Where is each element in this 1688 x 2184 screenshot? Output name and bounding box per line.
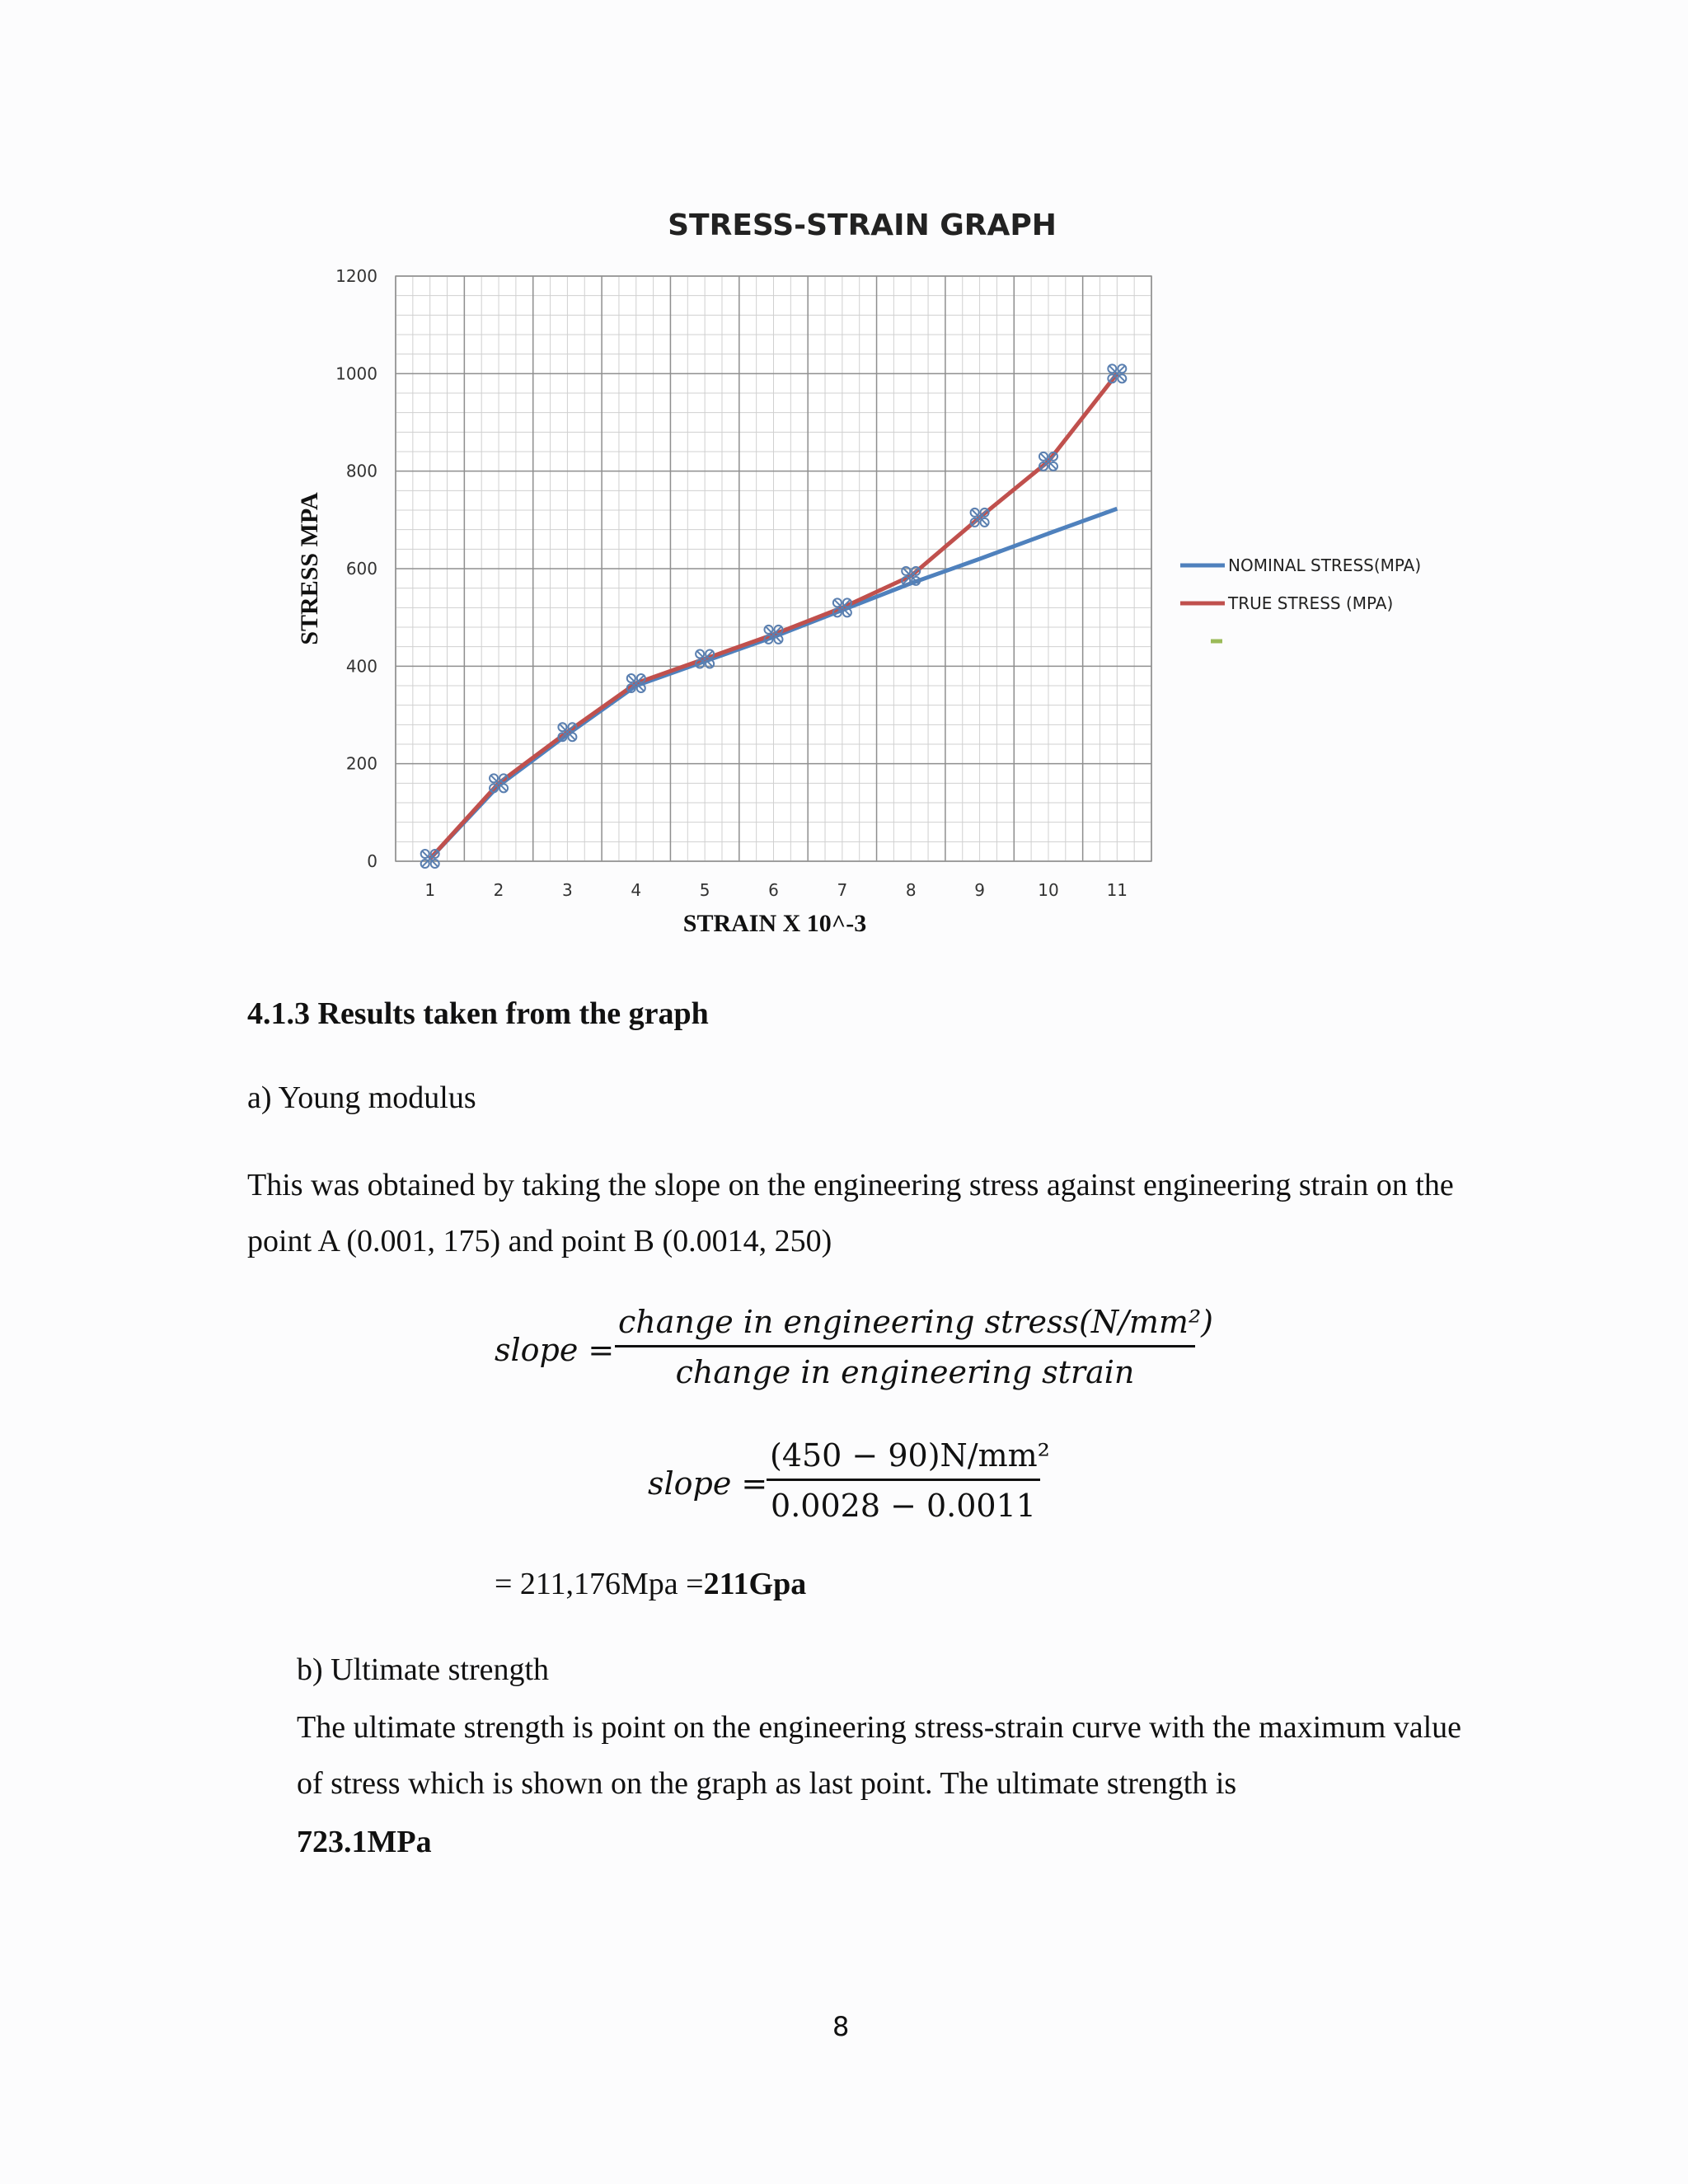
x-tick-label: 1 bbox=[424, 880, 436, 900]
x-tick-label: 5 bbox=[699, 880, 710, 900]
x-tick-label: 10 bbox=[1038, 880, 1059, 900]
equation-2-numerator: (450 − 90)N/mm² bbox=[767, 1437, 1040, 1481]
equation-2-fraction bbox=[767, 1437, 1050, 1524]
y-tick-label: 1000 bbox=[335, 363, 377, 384]
result-prefix: = 211,176Mpa = bbox=[495, 1567, 704, 1601]
young-modulus-paragraph: This was obtained by taking the slope on the engineering stress against engineering strain on the point A (0.001, 175) and point B (0.0014, 250) bbox=[247, 1168, 1454, 1258]
result-line bbox=[495, 1566, 806, 1604]
legend-label: TRUE STRESS (MPA) bbox=[1228, 593, 1394, 613]
equation-1-lhs: slope = bbox=[495, 1332, 615, 1368]
ultimate-strength-value: 723.1MPa bbox=[297, 1825, 432, 1859]
equation-2-denominator: 0.0028 − 0.0011 bbox=[771, 1488, 1036, 1524]
ultimate-strength-paragraph: The ultimate strength is point on the engineering stress-strain curve with the maximum value of stress which is shown on the graph as last point. The ultimate strength is bbox=[297, 1710, 1462, 1801]
equation-1-fraction bbox=[615, 1304, 1213, 1390]
section-heading: 4.1.3 Results taken from the graph bbox=[247, 996, 709, 1031]
stress-strain-chart bbox=[280, 198, 1451, 956]
y-tick-labels bbox=[335, 266, 377, 871]
x-tick-label: 4 bbox=[631, 880, 642, 900]
y-tick-label: 800 bbox=[345, 461, 377, 481]
x-tick-label: 7 bbox=[837, 880, 848, 900]
chart-legend bbox=[1180, 555, 1421, 641]
x-tick-label: 6 bbox=[768, 880, 779, 900]
equation-1-numerator: change in engineering stress(N/mm²) bbox=[615, 1304, 1195, 1347]
x-axis-title: STRAIN X 10^-3 bbox=[682, 910, 867, 937]
x-tick-label: 11 bbox=[1106, 880, 1128, 900]
x-tick-label: 8 bbox=[905, 880, 917, 900]
young-modulus-label: a) Young modulus bbox=[247, 1080, 476, 1115]
chart-title: STRESS-STRAIN GRAPH bbox=[668, 209, 1057, 242]
equation-2-lhs: slope = bbox=[648, 1465, 768, 1502]
x-tick-labels bbox=[424, 880, 1128, 900]
y-tick-label: 600 bbox=[345, 559, 377, 579]
page-number: 8 bbox=[832, 2011, 850, 2042]
y-tick-label: 200 bbox=[345, 753, 377, 774]
ultimate-strength-label: b) Ultimate strength bbox=[297, 1652, 550, 1687]
y-axis-title: STRESS MPA bbox=[296, 492, 323, 645]
x-tick-label: 2 bbox=[493, 880, 504, 900]
result-value: 211Gpa bbox=[703, 1567, 807, 1601]
y-tick-label: 400 bbox=[345, 656, 377, 677]
y-tick-label: 1200 bbox=[335, 266, 377, 286]
x-tick-label: 9 bbox=[974, 880, 985, 900]
x-tick-label: 3 bbox=[562, 880, 573, 900]
y-tick-label: 0 bbox=[367, 851, 377, 871]
equation-1-denominator: change in engineering strain bbox=[675, 1354, 1135, 1390]
legend-label: NOMINAL STRESS(MPA) bbox=[1228, 555, 1422, 575]
